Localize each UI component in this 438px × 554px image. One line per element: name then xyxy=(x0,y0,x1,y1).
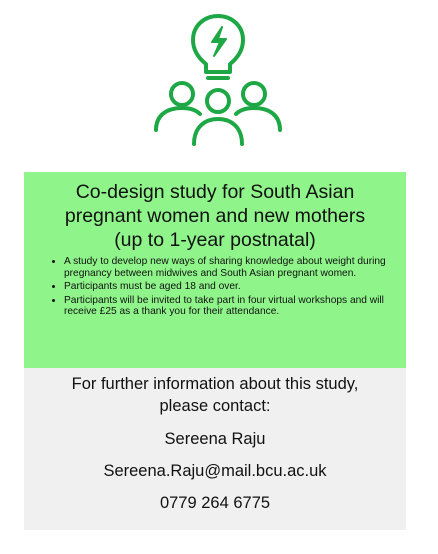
contact-name: Sereena Raju xyxy=(164,430,266,448)
contact-phone[interactable]: 0779 264 6775 xyxy=(159,494,271,512)
contact-intro-line-2: please contact: xyxy=(159,397,271,415)
contact-intro xyxy=(24,373,406,417)
study-detail-item: • A study to develop new ways of sharing knowledge about weight during pregnancy between midwives and South Asian pregnant women. xyxy=(64,256,396,279)
contact-intro-line-1: For further information about this study, xyxy=(71,375,359,393)
contact-email[interactable]: Sereena.Raju@mail.bcu.ac.uk xyxy=(103,462,327,480)
contact-panel xyxy=(24,368,406,530)
study-detail-item: • Participants will be invited to take part in four virtual workshops and will receive £25 as a thank you for their attendance. xyxy=(64,295,396,318)
study-title-line-1: Co-design study for South Asian xyxy=(75,181,355,203)
header-graphic xyxy=(0,0,438,172)
lightbulb-with-people-icon xyxy=(0,0,438,172)
study-title xyxy=(34,180,396,252)
study-detail-item: • Participants must be aged 18 and over. xyxy=(64,281,396,293)
study-title-line-3: (up to 1-year postnatal) xyxy=(114,229,316,251)
study-info-panel xyxy=(24,172,406,368)
study-details-list xyxy=(34,256,396,318)
study-title-line-2: pregnant women and new mothers xyxy=(64,205,366,227)
